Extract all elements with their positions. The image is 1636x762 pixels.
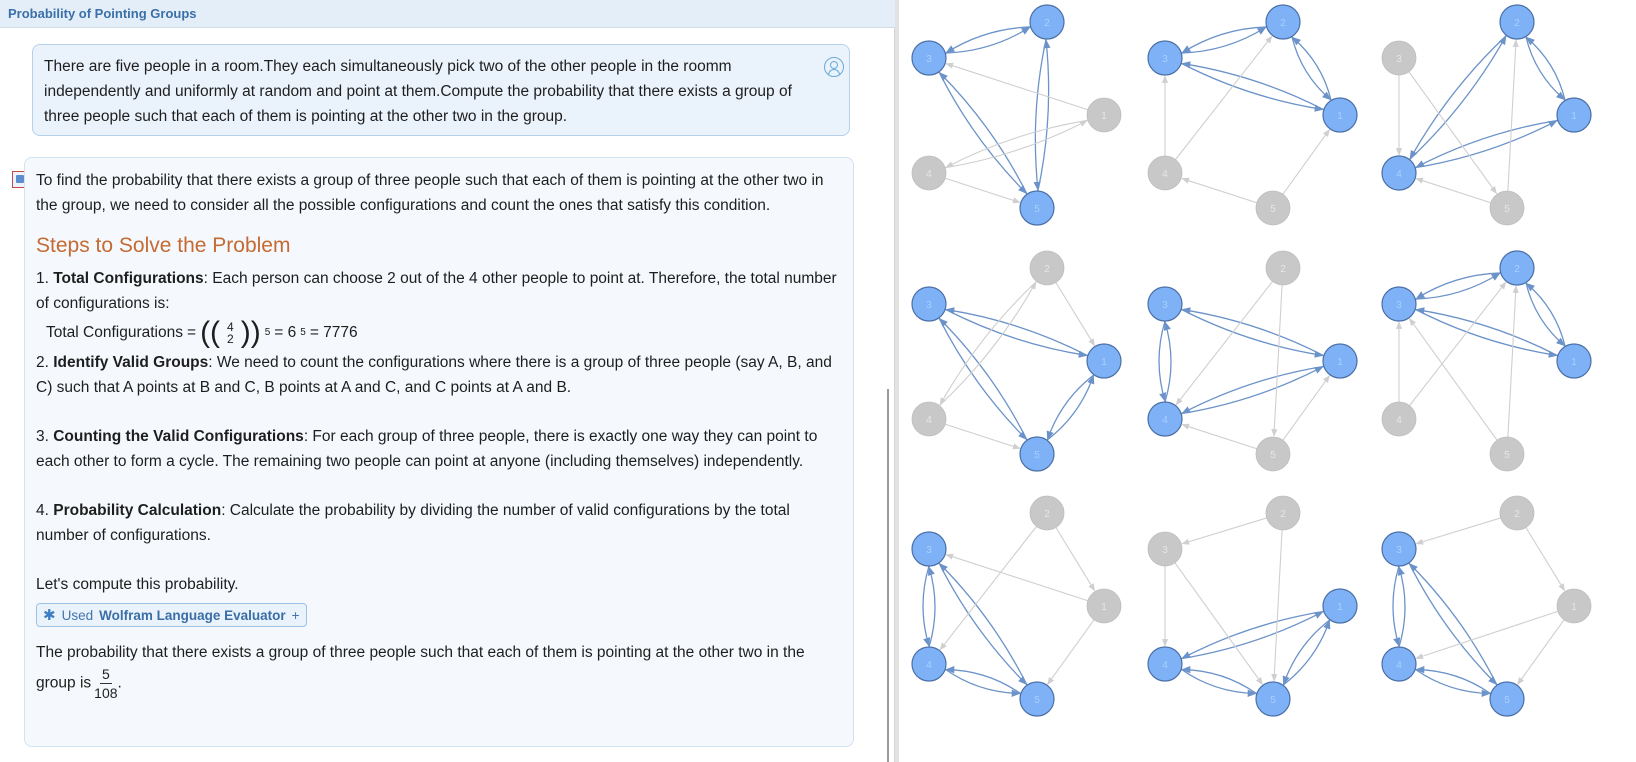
graph-edge [1159, 321, 1165, 401]
graph-node-label: 4 [926, 169, 932, 180]
graph-edge [1416, 670, 1491, 694]
graph-panel-3 [1382, 5, 1591, 225]
graph-node-label: 2 [1514, 264, 1520, 275]
graph-edge [1526, 37, 1565, 100]
graph-node-label: 1 [1337, 602, 1343, 613]
graph-edge [1283, 130, 1330, 195]
graph-edge [1292, 36, 1331, 99]
step-2-number: 2. [36, 354, 54, 371]
result-text [36, 640, 841, 702]
graph-edge [1182, 179, 1257, 203]
graph-node-label: 1 [1337, 111, 1343, 122]
graph-edge [1415, 309, 1557, 355]
graph-node-label: 2 [1044, 509, 1050, 520]
graph-edge [1284, 620, 1331, 685]
answer-intro: To find the probability that there exists a group of three people such that each of them is pointing at the other two in the group, we need to consider all the possible configurations and count the ones that satisfy this condition. [36, 172, 824, 214]
graph-edge [940, 526, 1036, 649]
step-2 [36, 350, 841, 400]
graph-edge [1415, 273, 1500, 299]
graph-edge [1182, 366, 1324, 413]
graph-edge [929, 567, 935, 647]
graph-edge [1181, 612, 1323, 659]
graph-edge [1508, 40, 1516, 191]
graph-node-label: 4 [1162, 660, 1168, 671]
graph-edge [1181, 27, 1266, 53]
graph-node-label: 3 [1162, 300, 1168, 311]
tool-name: Wolfram Language Evaluator [99, 607, 286, 623]
graph-edge [1283, 621, 1330, 686]
step-3 [36, 424, 841, 474]
user-avatar-icon [824, 57, 844, 77]
graph-node-label: 1 [1337, 357, 1343, 368]
fraction-denominator: 108 [94, 684, 118, 701]
question-bubble[interactable] [32, 44, 850, 136]
fraction-numerator: 5 [101, 665, 110, 682]
result-period: . [117, 674, 122, 692]
graph-edge [1415, 669, 1490, 693]
scrollbar-thumb[interactable] [887, 389, 889, 762]
graph-edge [940, 319, 1028, 441]
graph-edge [1182, 670, 1257, 694]
tool-used-chip[interactable] [36, 603, 307, 627]
step-3-title: Counting the Valid Configurations [53, 428, 304, 445]
step-3-number: 3. [36, 428, 54, 445]
step-4-number: 4. [36, 502, 54, 519]
step-4-title: Probability Calculation [53, 502, 222, 519]
graph-node-label: 1 [1101, 357, 1107, 368]
graph-edge [1292, 37, 1331, 100]
graph-node-label: 5 [1034, 204, 1040, 215]
graph-edge [945, 121, 1087, 168]
graph-edge [1416, 518, 1501, 544]
graph-panel-5 [1148, 251, 1357, 471]
graph-edge [1399, 567, 1405, 647]
graph-node-label: 5 [1270, 450, 1276, 461]
paren-open: (( [200, 316, 221, 349]
graph-edge [1181, 63, 1323, 109]
graph-edge [1182, 27, 1267, 53]
answer-bubble [24, 157, 854, 747]
window-title: Probability of Pointing Groups [8, 6, 197, 21]
formula-equals: = [187, 324, 197, 341]
graph-edge [1056, 282, 1095, 345]
graph-node-label: 4 [1396, 660, 1402, 671]
graph-edge [1175, 36, 1271, 159]
graph-edge [1165, 322, 1171, 402]
graph-edge [1526, 282, 1565, 345]
graph-edge [940, 281, 1036, 404]
graph-edge [1526, 36, 1565, 99]
graph-node-label: 1 [1571, 357, 1577, 368]
graph-node-label: 4 [1162, 415, 1168, 426]
graph-edge [939, 72, 1027, 194]
step-2-title: Identify Valid Groups [53, 354, 209, 371]
graph-edge [945, 669, 1020, 693]
binom-top: 4 [227, 320, 234, 334]
graph-edge [1416, 310, 1558, 356]
graph-edge [1182, 425, 1257, 449]
graph-node-label: 3 [1162, 545, 1168, 556]
graph-edge [1393, 566, 1399, 646]
graph-panel-4 [912, 251, 1121, 471]
graph-output-grid [899, 0, 1636, 762]
graph-edge [1182, 310, 1324, 356]
graph-node-label: 3 [926, 54, 932, 65]
graph-panel-8 [1148, 496, 1357, 716]
step-3-text: : For each group of three people, there is exactly one way they can point to each other to form a cycle. The remaining two people can point at anyone (including themselves) independently. [36, 428, 818, 470]
graph-panel-6 [1382, 251, 1591, 471]
graph-node-label: 2 [1280, 264, 1286, 275]
graph-edge [1518, 620, 1565, 685]
graph-node-label: 1 [1101, 111, 1107, 122]
graph-edge [945, 178, 1020, 202]
graph-edge [1175, 563, 1263, 685]
graph-edge [1283, 376, 1330, 441]
graph-edge [1416, 179, 1491, 203]
graph-edge [1416, 611, 1558, 658]
graph-node-label: 4 [1396, 169, 1402, 180]
graph-node-label: 5 [1270, 204, 1276, 215]
formula-label: Total Configurations [46, 324, 183, 341]
graph-panel-1 [912, 5, 1121, 225]
gear-icon: ✱ [43, 606, 56, 624]
graph-edge [1038, 40, 1049, 191]
question-text: There are five people in a room.They each simultaneously pick two of the other people in the roomm independently and uniformly at random and point at them.Compute the probability that there exists a group of three people such that each of them is pointing at the other two in the group. [44, 58, 792, 125]
total-configurations-formula: Total Configurations = (( 4 2 )) 5 = 6 5 = 7776 [46, 316, 358, 349]
graph-node-label: 3 [1162, 54, 1168, 65]
graph-edge [939, 563, 1027, 685]
graph-edge [945, 27, 1030, 53]
graph-node-label: 3 [1396, 54, 1402, 65]
lets-compute: Let's compute this probability. [36, 576, 239, 593]
graph-edge [1409, 36, 1505, 159]
graph-edge [1176, 281, 1272, 404]
tool-used-label: Used [61, 607, 94, 623]
formula-result: = 7776 [309, 324, 358, 341]
graph-node-label: 4 [1162, 169, 1168, 180]
graph-edge [946, 120, 1088, 167]
graph-node-label: 4 [926, 660, 932, 671]
graph-node-label: 1 [1571, 602, 1577, 613]
graph-node-label: 5 [1504, 450, 1510, 461]
graph-node-label: 2 [1280, 509, 1286, 520]
step-1-title: Total Configurations [53, 270, 204, 287]
step-1-text: : Each person can choose 2 out of the 4 other people to point at. Therefore, the total number of configurations is: [36, 270, 837, 312]
graph-edge [1182, 64, 1324, 110]
title-bar [0, 0, 895, 28]
graph-edge [1526, 283, 1565, 346]
graph-node-label: 2 [1514, 509, 1520, 520]
graph-node-label: 2 [1280, 18, 1286, 29]
step-2-text: : We need to count the configurations where there is a group of three people (say A, B, and C) such that A points at B and C, B points at A and C, and C points at A and B. [36, 354, 832, 396]
graph-edge [1056, 527, 1095, 590]
graph-node-label: 4 [926, 415, 932, 426]
graph-edge [1415, 121, 1557, 168]
result-sentence: The probability that there exists a group of three people such that each of them is pointing at the other two in the group is [36, 643, 805, 692]
graph-edge [1409, 563, 1497, 685]
graph-node-label: 2 [1044, 264, 1050, 275]
graph-panel-9 [1382, 496, 1591, 716]
tool-expand-icon[interactable]: + [291, 607, 300, 623]
graph-edge [1181, 367, 1323, 414]
binomial [224, 321, 237, 345]
graph-node-label: 5 [1504, 204, 1510, 215]
graph-node-label: 5 [1270, 695, 1276, 706]
paren-close: )) [240, 316, 261, 349]
formula-eq2: = 6 [274, 324, 297, 341]
graph-node-label: 5 [1034, 450, 1040, 461]
graph-edge [945, 424, 1020, 448]
graph-edge [939, 318, 1027, 440]
graph-edge [946, 27, 1031, 53]
graph-edge [1035, 39, 1046, 190]
graph-edge [1182, 611, 1324, 658]
graph-edge [923, 566, 929, 646]
graph-node-label: 3 [926, 545, 932, 556]
graph-edge [1409, 72, 1497, 194]
graph-node-label: 2 [1514, 18, 1520, 29]
graph-node-label: 5 [1034, 695, 1040, 706]
graph-node-label: 2 [1044, 18, 1050, 29]
graph-edge [1047, 376, 1094, 441]
graph-node-label: 5 [1504, 695, 1510, 706]
step-1 [36, 266, 841, 316]
step-4-text: : Calculate the probability by dividing the number of valid configurations by the total number of configurations. [36, 502, 790, 544]
graph-edge [1410, 319, 1498, 441]
graph-edge [1526, 527, 1565, 590]
graph-edge [940, 564, 1028, 686]
graph-panel-2 [1148, 5, 1357, 225]
step-1-number: 1. [36, 270, 54, 287]
graph-edge [946, 670, 1021, 694]
graph-edge [1274, 285, 1282, 436]
graph-edge [1410, 564, 1498, 686]
graph-node-label: 1 [1101, 602, 1107, 613]
graph-edge [1181, 669, 1256, 693]
graph-edge [1048, 620, 1095, 685]
graph-edge [1274, 530, 1282, 681]
step-4 [36, 498, 841, 548]
graph-node-label: 4 [1396, 415, 1402, 426]
binom-bottom: 2 [227, 332, 234, 346]
graph-edge [1182, 518, 1267, 544]
graph-edge [1048, 375, 1095, 440]
graph-panel-7 [912, 496, 1121, 716]
graph-node-label: 1 [1571, 111, 1577, 122]
graph-edge [939, 282, 1035, 405]
graph-edge [1181, 309, 1323, 355]
steps-heading: Steps to Solve the Problem [36, 234, 291, 257]
graph-node-label: 3 [1396, 300, 1402, 311]
graph-node-label: 3 [1396, 545, 1402, 556]
graph-edge [1416, 120, 1558, 167]
graph-edge [1508, 286, 1516, 437]
graph-node-label: 3 [926, 300, 932, 311]
graph-edge [1416, 273, 1501, 299]
result-fraction [94, 665, 117, 702]
graph-edge [940, 73, 1028, 195]
graph-edge [1409, 282, 1505, 405]
